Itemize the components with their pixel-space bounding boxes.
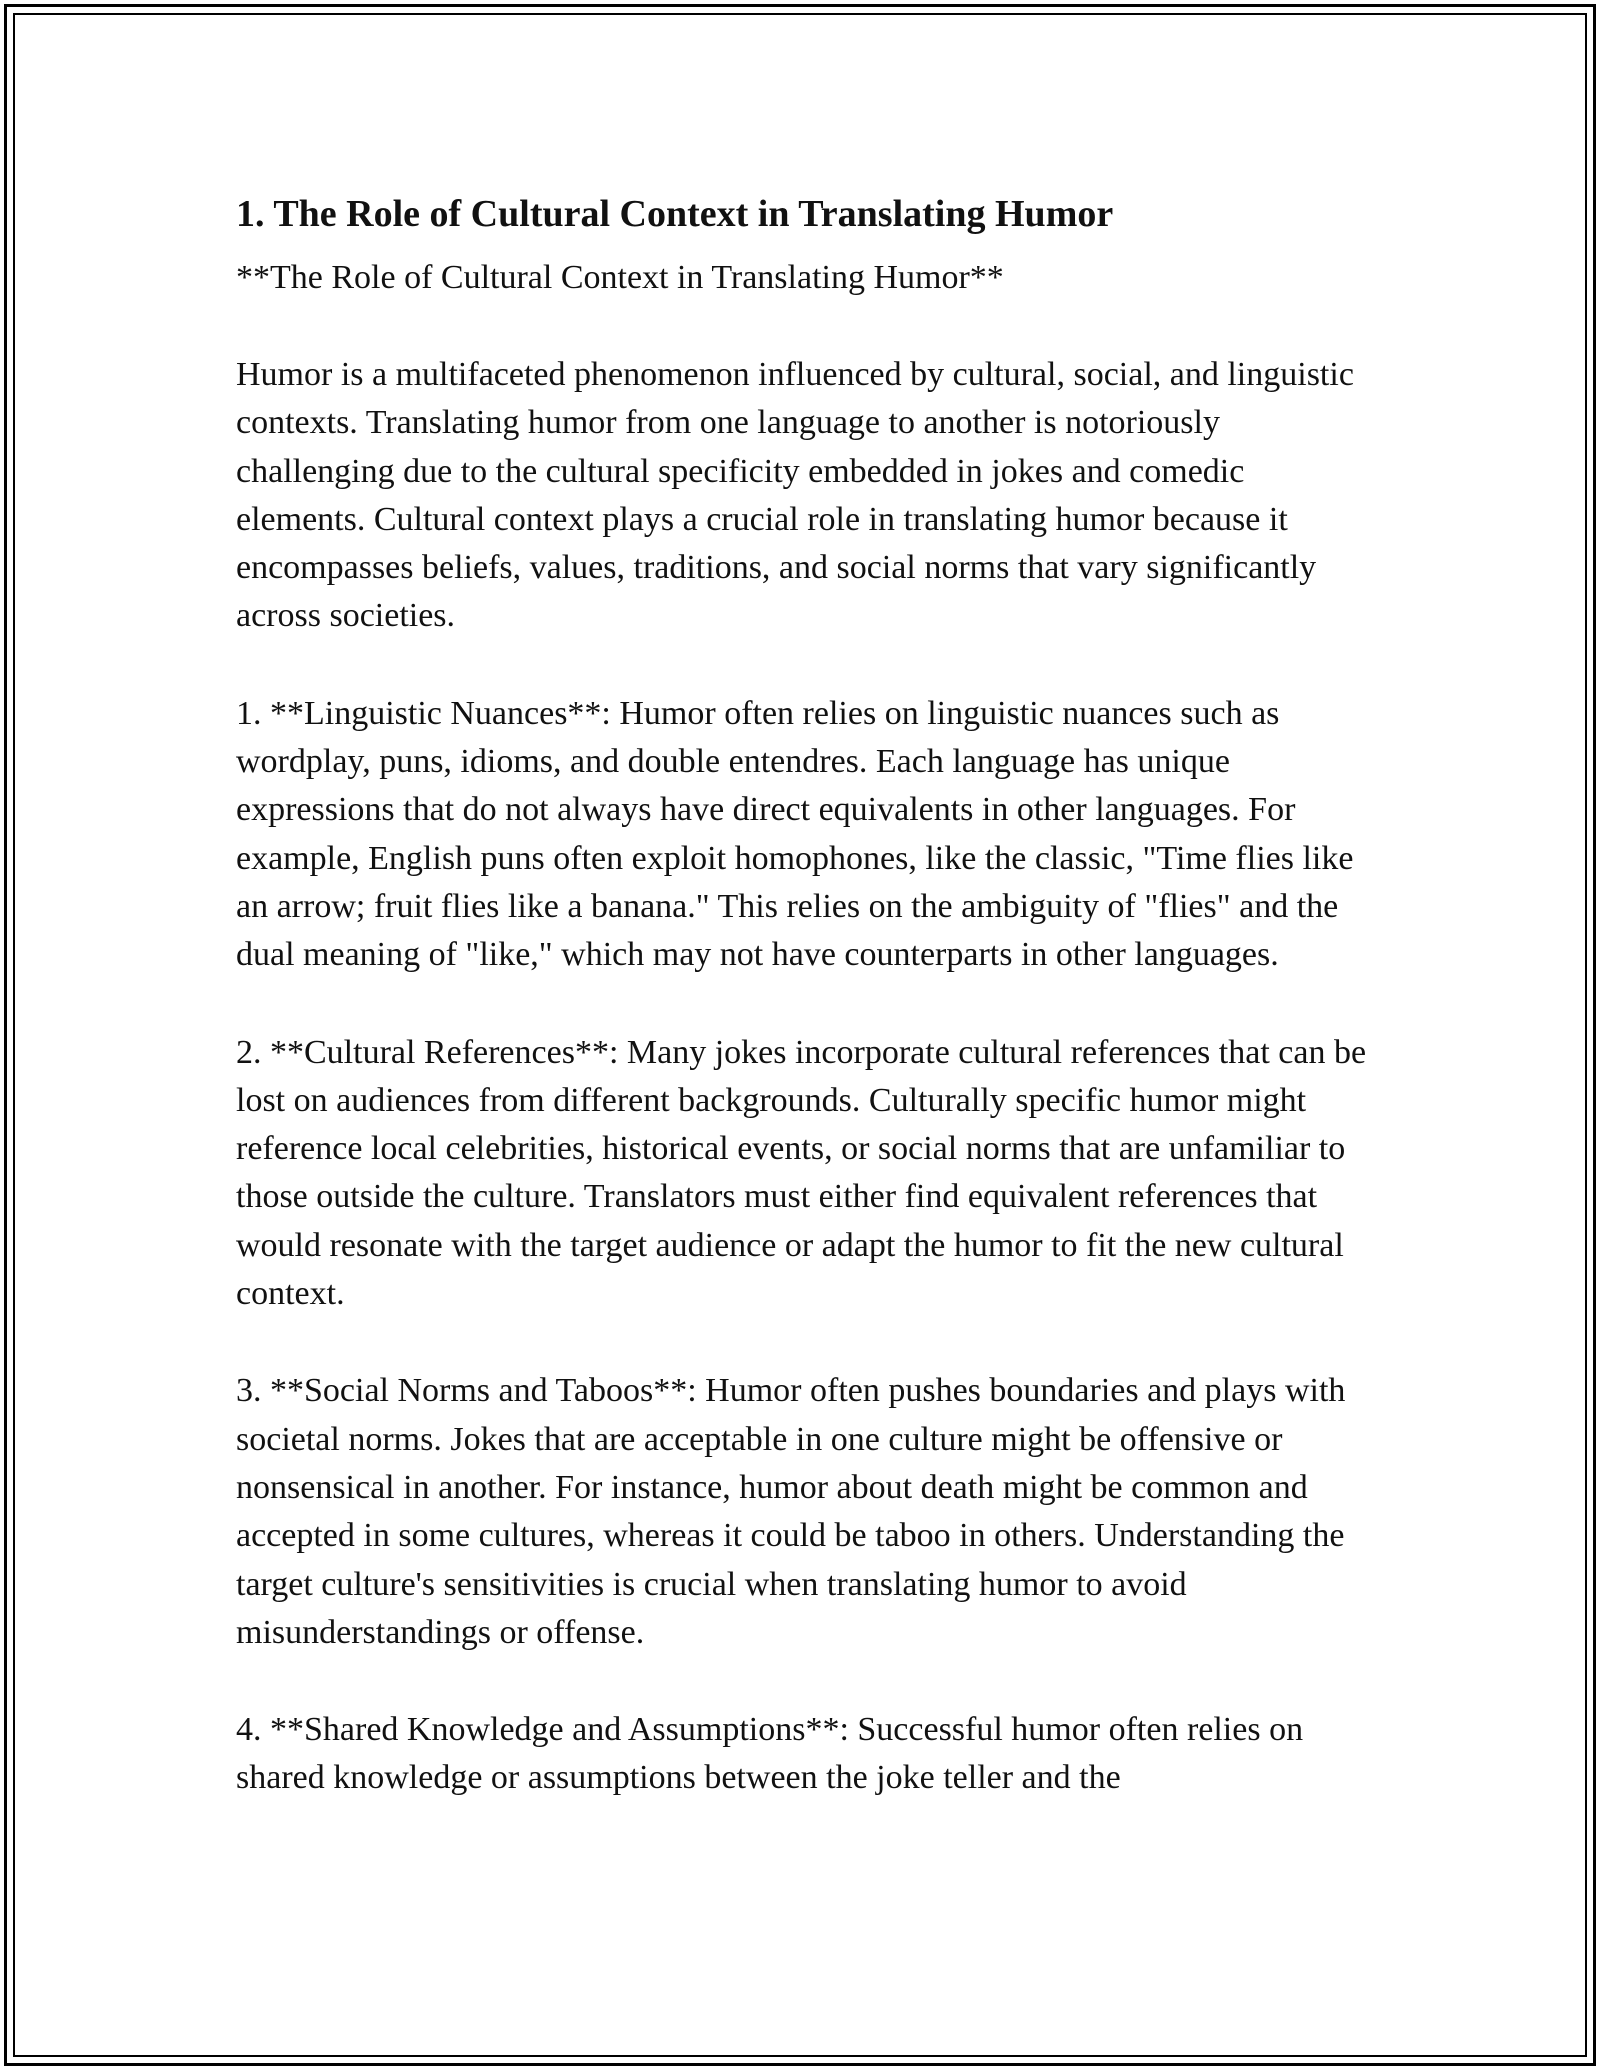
- shared-knowledge-paragraph: 4. **Shared Knowledge and Assumptions**: Successful humor often relies on shared knowledge or assumptions between the joke teller and the: [236, 1711, 1304, 1797]
- page-title: 1. The Role of Cultural Context in Translating Humor: [236, 193, 1114, 235]
- linguistic-nuances-paragraph: 1. **Linguistic Nuances**: Humor often relies on linguistic nuances such as wordplay, puns, idioms, and double entendres. Each language has unique expressions that do not always have direct equivalents in other languages. For example, English puns often exploit homophones, like the classic, "Time flies like an arrow; fruit flies like a banana." This relies on the ambiguity of "flies" and the dual meaning of "like," which may not have counterparts in other languages.: [236, 694, 1354, 974]
- cultural-references-paragraph: 2. **Cultural References**: Many jokes incorporate cultural references that can be lost on audiences from different backgrounds. Culturally specific humor might reference local celebrities, historical events, or social norms that are unfamiliar to those outside the culture. Translators must either find equivalent references that would resonate with the target audience or adapt the humor to fit the new cultural context.: [236, 1033, 1367, 1313]
- section-subheading: **The Role of Cultural Context in Translating Humor**: [236, 259, 1004, 296]
- social-norms-paragraph: 3. **Social Norms and Taboos**: Humor often pushes boundaries and plays with societal norms. Jokes that are acceptable in one culture might be offensive or nonsensical in another. For instance, humor about death might be common and accepted in some cultures, whereas it could be taboo in others. Understanding the target culture's sensitivities is crucial when translating humor to avoid misunderstandings or offense.: [236, 1372, 1346, 1651]
- document-body: [236, 182, 1376, 1852]
- intro-paragraph: Humor is a multifaceted phenomenon influenced by cultural, social, and linguistic contexts. Translating humor from one language to another is notoriously challenging due to the cultural specificity embedded in jokes and comedic elements. Cultural context plays a crucial role in translating humor because it encompasses beliefs, values, traditions, and social norms that vary significantly across societies.: [236, 356, 1354, 635]
